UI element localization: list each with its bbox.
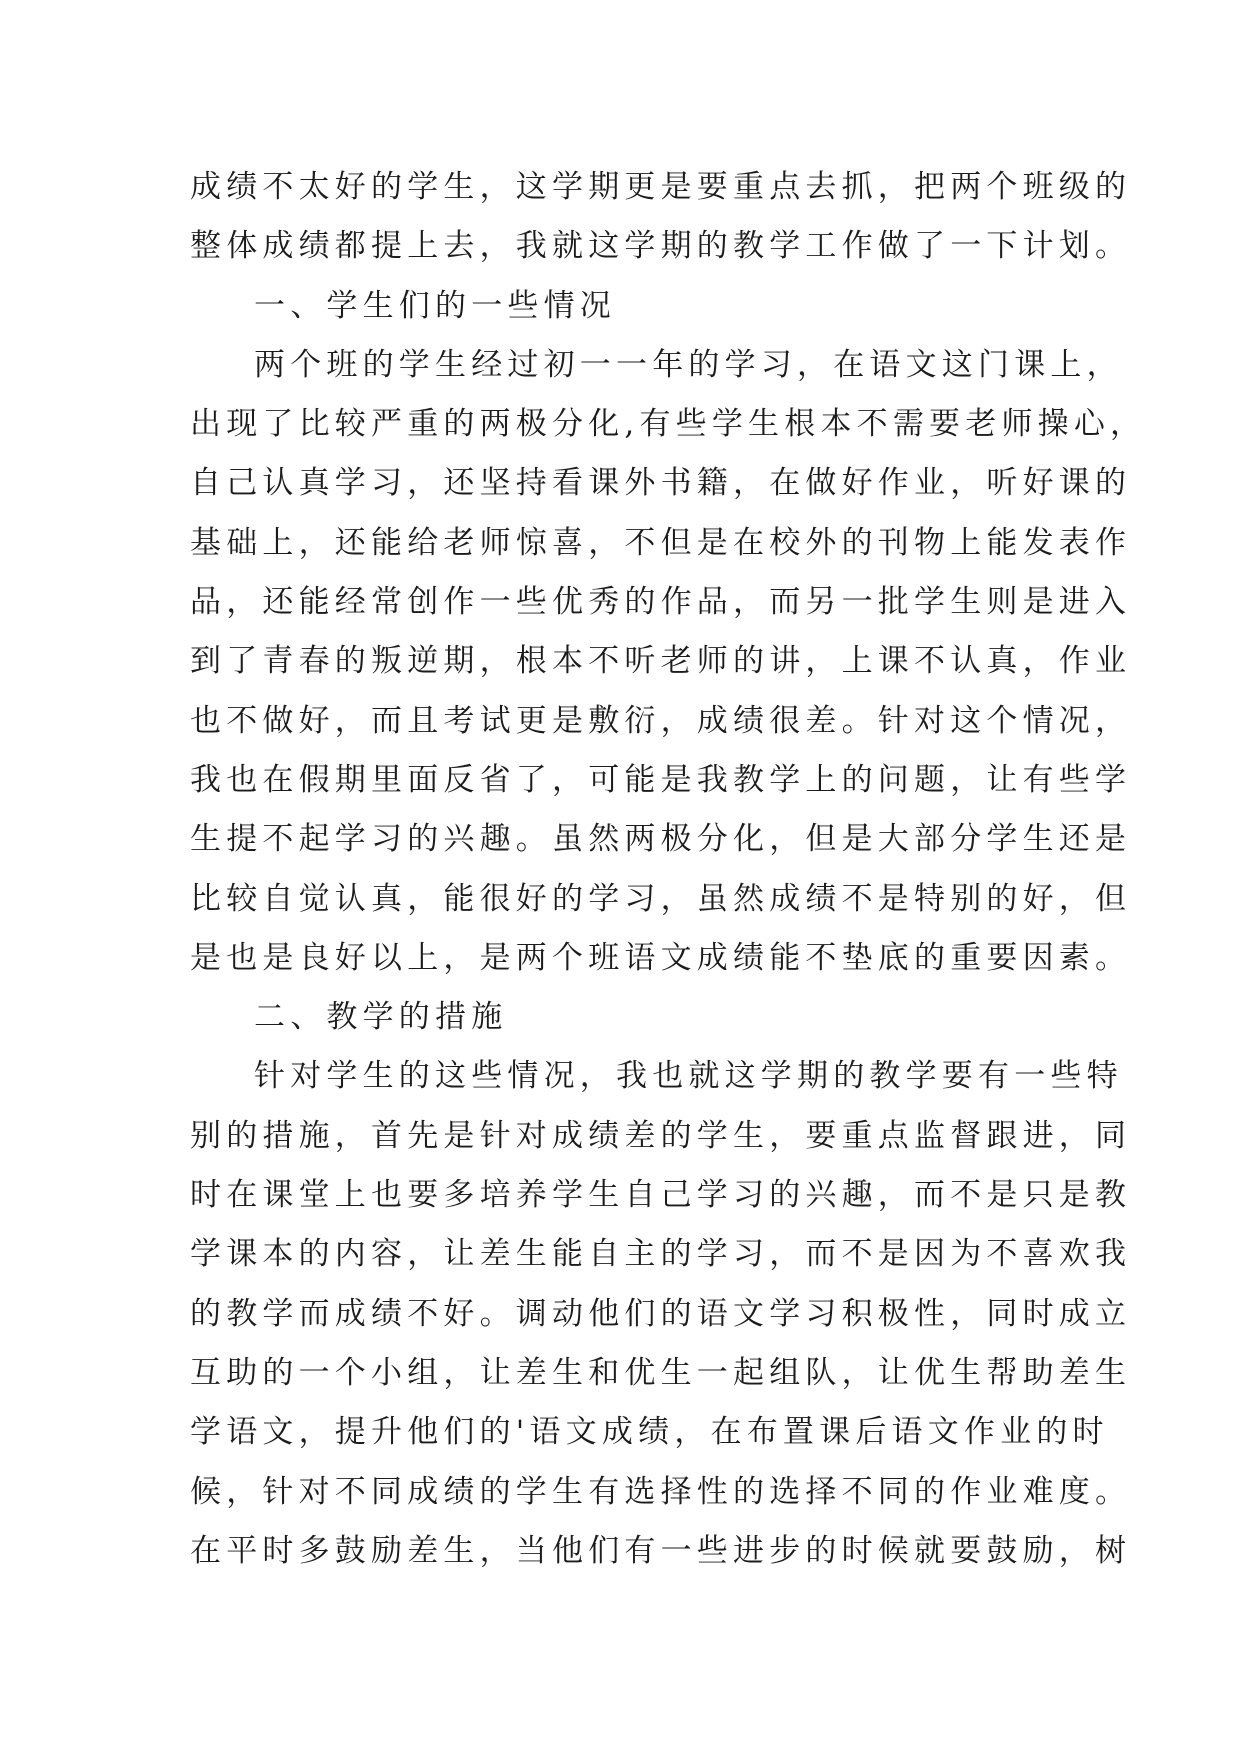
text-line: 在平时多鼓励差生，当他们有一些进步的时候就要鼓励，树	[190, 1532, 1132, 1569]
text-line: 整体成绩都提上去，我就这学期的教学工作做了一下计划。	[190, 228, 1132, 265]
text-line: 候，针对不同成绩的学生有选择性的选择不同的作业难度。	[190, 1473, 1132, 1510]
paragraph-first-line: 针对学生的这些情况，我也就这学期的教学要有一些特	[254, 1058, 1123, 1095]
text-line: 别的措施，首先是针对成绩差的学生，要重点监督跟进，同	[190, 1117, 1132, 1154]
text-line: 成绩不太好的学生，这学期更是要重点去抓，把两个班级的	[190, 169, 1132, 205]
section-heading: 二、教学的措施	[254, 999, 508, 1036]
text-line: 学语文，提升他们的'语文成绩，在布置课后语文作业的时	[190, 1414, 1109, 1451]
text-line: 学课本的内容，让差生能自主的学习，而不是因为不喜欢我	[190, 1236, 1132, 1273]
paragraph-first-line: 两个班的学生经过初一一年的学习，在语文这门课上，	[254, 346, 1123, 383]
text-line: 比较自觉认真，能很好的学习，虽然成绩不是特别的好，但	[190, 880, 1132, 917]
text-line: 的教学而成绩不好。调动他们的语文学习积极性，同时成立	[190, 1295, 1132, 1332]
text-line: 品，还能经常创作一些优秀的作品，而另一批学生则是进入	[190, 584, 1132, 621]
text-line: 出现了比较严重的两极分化,有些学生根本不需要老师操心，	[190, 406, 1147, 443]
document-body	[190, 158, 1147, 1581]
text-line: 自己认真学习，还坚持看课外书籍，在做好作业，听好课的	[190, 465, 1132, 502]
section-heading: 一、学生们的一些情况	[254, 287, 616, 324]
text-line: 也不做好，而且考试更是敷衍，成绩很差。针对这个情况，	[190, 702, 1132, 739]
text-line: 我也在假期里面反省了，可能是我教学上的问题，让有些学	[190, 761, 1132, 798]
text-line: 时在课堂上也要多培养学生自己学习的兴趣，而不是只是教	[190, 1177, 1132, 1214]
text-line: 基础上，还能给老师惊喜，不但是在校外的刊物上能发表作	[190, 524, 1132, 561]
text-line: 到了青春的叛逆期，根本不听老师的讲，上课不认真，作业	[190, 643, 1132, 680]
text-line: 是也是良好以上，是两个班语文成绩能不垫底的重要因素。	[190, 939, 1132, 976]
text-line: 互助的一个小组，让差生和优生一起组队，让优生帮助差生	[190, 1354, 1132, 1391]
text-line: 生提不起学习的兴趣。虽然两极分化，但是大部分学生还是	[190, 821, 1132, 858]
